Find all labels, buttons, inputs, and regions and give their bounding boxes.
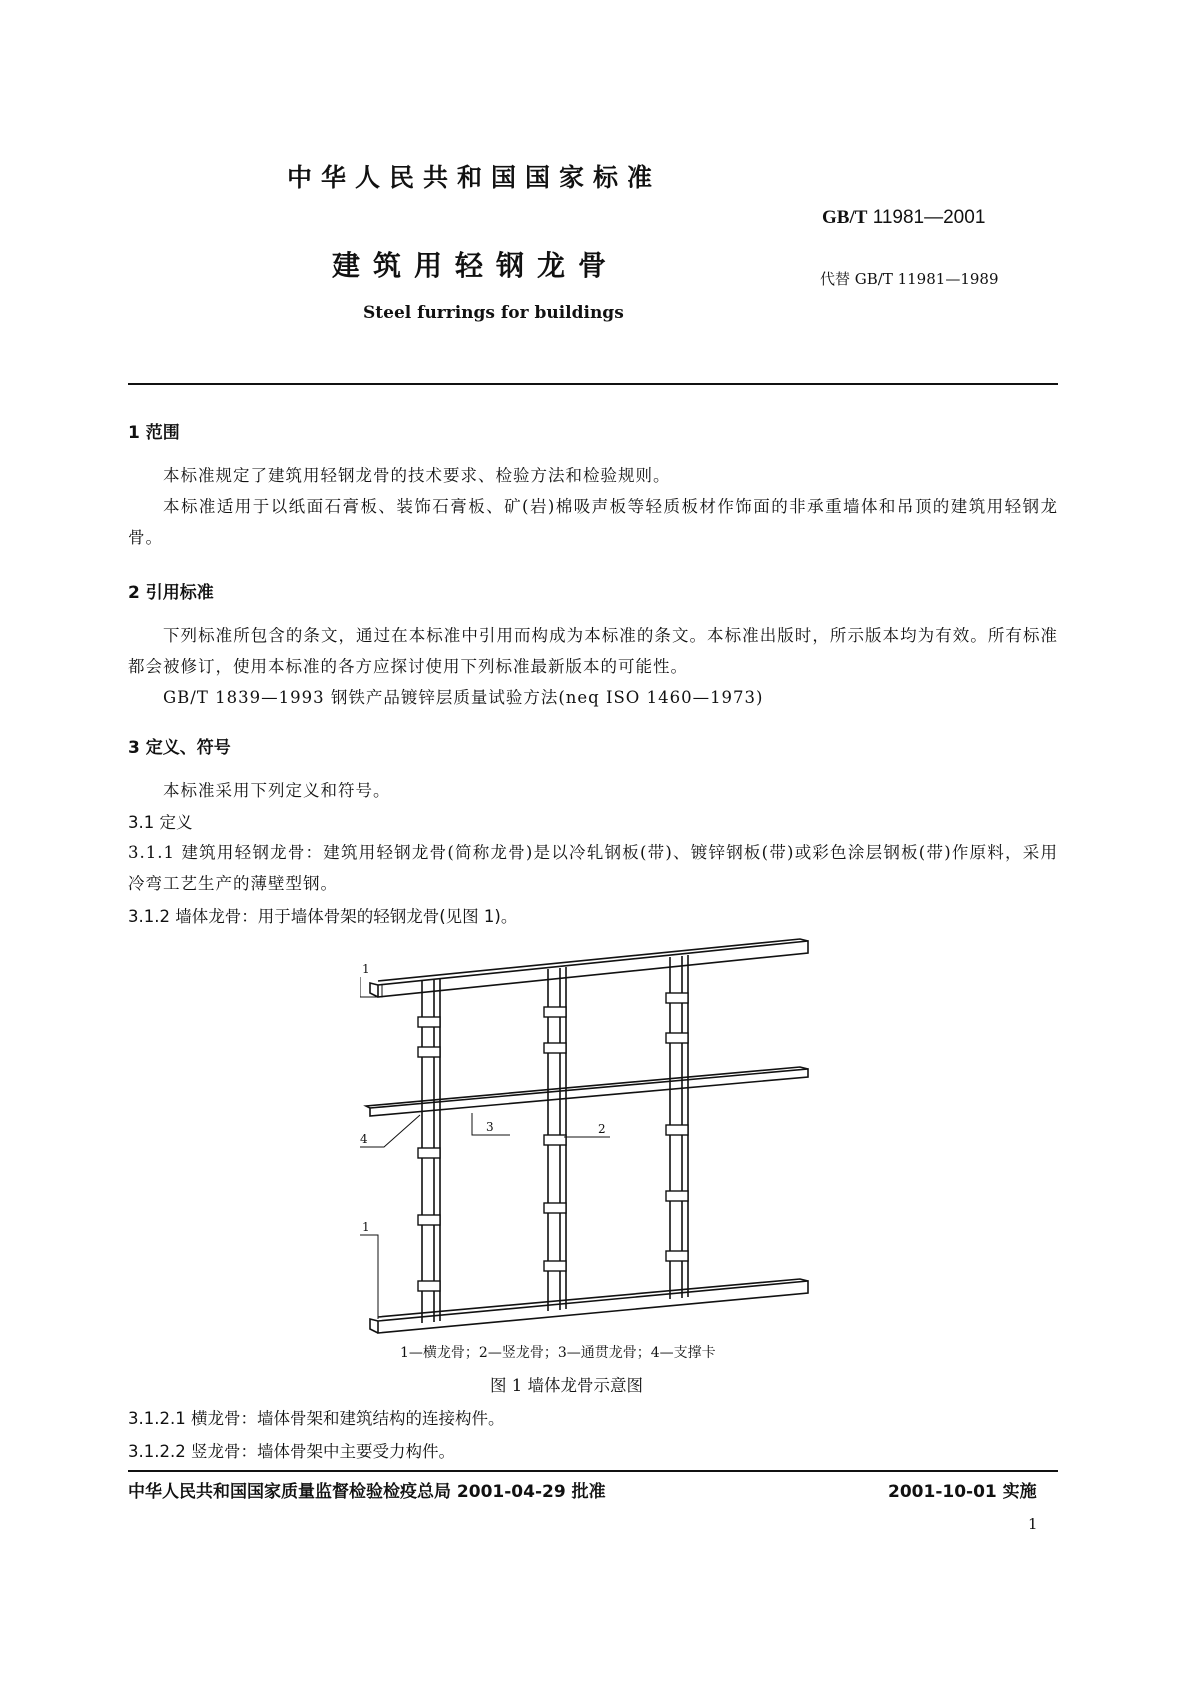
clause-3-1: 3.1 定义 — [128, 813, 193, 832]
bottom-track-flange — [378, 1279, 808, 1317]
national-standard-heading: 中华人民共和国国家标准 — [287, 163, 662, 192]
english-title: Steel furrings for buildings — [363, 303, 624, 323]
clause-3-1-2: 3.1.2 墙体龙骨：用于墙体骨架的轻钢龙骨(见图 1)。 — [128, 907, 518, 926]
section-2-paragraph-1: 下列标准所包含的条文，通过在本标准中引用而构成为本标准的条文。本标准出版时，所示版本均为有效。所有标准都会被修订，使用本标准的各方应探讨使用下列标准最新版本的可能性。 — [128, 626, 1058, 676]
section-1-paragraph-2: 本标准适用于以纸面石膏板、装饰石膏板、矿(岩)棉吸声板等轻质板材作饰面的非承重墙体和吊顶的建筑用轻钢龙骨。 — [128, 497, 1058, 547]
page-number: 1 — [1028, 1515, 1038, 1533]
section-1-paragraph-1: 本标准规定了建筑用轻钢龙骨的技术要求、检验方法和检验规则。 — [163, 466, 671, 485]
header-divider — [128, 383, 1058, 385]
document-title: 建筑用轻钢龙骨 — [332, 249, 620, 282]
figure-title: 图 1 墙体龙骨示意图 — [490, 1376, 643, 1395]
standard-number — [822, 207, 985, 229]
clause-3-1-2-1: 3.1.2.1 横龙骨：墙体骨架和建筑结构的连接构件。 — [128, 1409, 505, 1428]
section-2-heading: 2 引用标准 — [128, 583, 214, 603]
approval-line: 中华人民共和国国家质量监督检验检疫总局 2001-04-29 批准 — [128, 1482, 606, 1502]
brace-clips — [418, 993, 688, 1291]
clause-3-1-1: 3.1.1 建筑用轻钢龙骨：建筑用轻钢龙骨(简称龙骨)是以冷轧钢板(带)、镀锌钢板(带)或彩色涂层钢板(带)作原料，采用冷弯工艺生产的薄壁型钢。 — [128, 843, 1058, 893]
implementation-date: 2001-10-01 实施 — [888, 1482, 1037, 1502]
leader-1-bottom — [360, 1235, 378, 1319]
figure-label-1-top: 1 — [362, 962, 370, 976]
through-channel — [370, 1069, 808, 1116]
section-1-heading: 1 范围 — [128, 423, 180, 443]
section-3-heading: 3 定义、符号 — [128, 738, 231, 758]
figure-legend: 1—横龙骨；2—竖龙骨；3—通贯龙骨；4—支撑卡 — [400, 1345, 716, 1361]
wall-furring-figure — [360, 935, 830, 1340]
footer-divider — [128, 1470, 1058, 1472]
leader-4 — [360, 1115, 420, 1147]
standard-number-prefix: GB/T — [822, 207, 868, 228]
figure-label-4: 4 — [360, 1132, 368, 1146]
section-3-paragraph-1: 本标准采用下列定义和符号。 — [163, 781, 391, 800]
figure-label-1-bottom: 1 — [362, 1220, 370, 1234]
standard-number-value: 11981—2001 — [872, 207, 986, 228]
replaces-note: 代替 GB/T 11981—1989 — [820, 270, 999, 288]
clause-3-1-2-2: 3.1.2.2 竖龙骨：墙体骨架中主要受力构件。 — [128, 1442, 455, 1461]
figure-label-3: 3 — [486, 1120, 494, 1134]
figure-label-2: 2 — [598, 1122, 606, 1136]
section-2-reference: GB/T 1839—1993 钢铁产品镀锌层质量试验方法(neq ISO 1460—1973) — [163, 688, 764, 707]
top-track — [370, 941, 808, 997]
